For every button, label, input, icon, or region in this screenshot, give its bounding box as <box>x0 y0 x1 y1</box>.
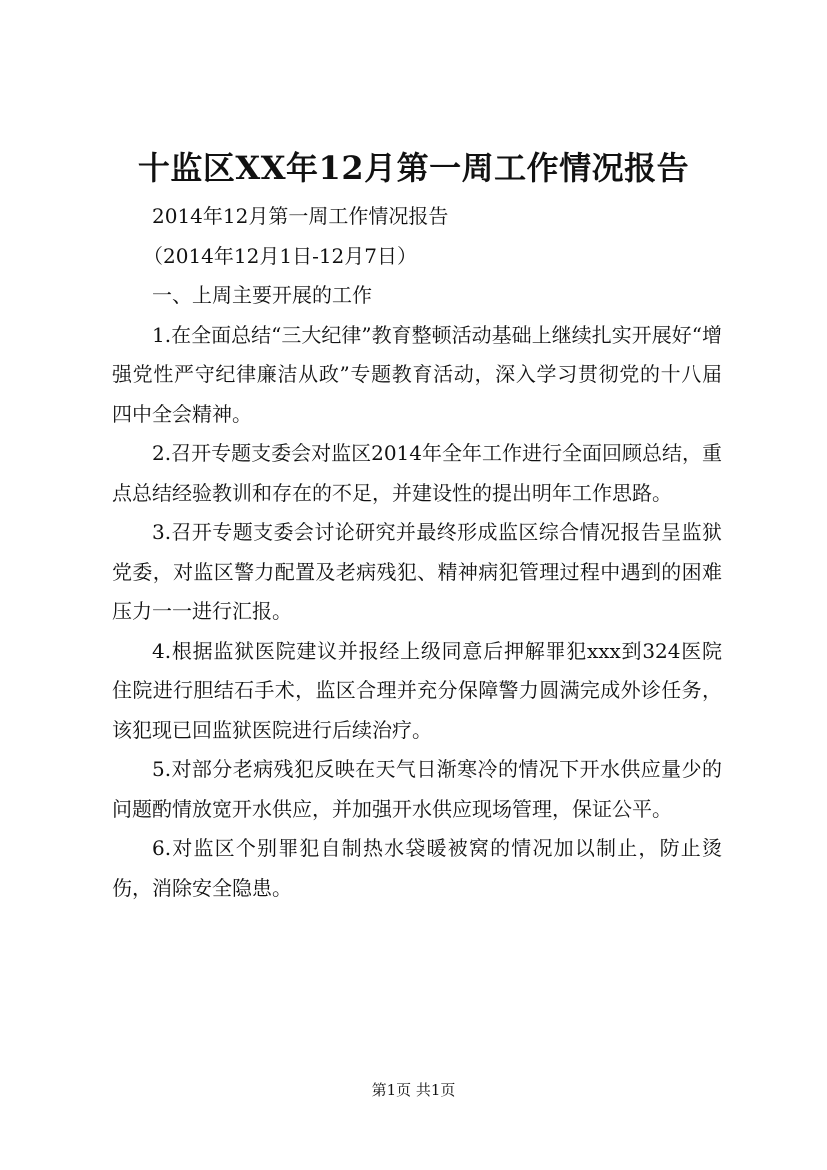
paragraph-2: 2.召开专题支委会对监区2014年全年工作进行全面回顾总结，重点总结经验教训和存在的不足，并建设性的提出明年工作思路。 <box>112 441 722 505</box>
report-subtitle: 2014年12月第一周工作情况报告 <box>152 204 449 228</box>
report-date-range: （2014年12月1日-12月7日） <box>143 243 418 268</box>
paragraph-6: 6.对监区个别罪犯自制热水袋暖被窝的情况加以制止，防止烫伤，消除安全隐患。 <box>112 836 722 900</box>
paragraph-1: 1.在全面总结“三大纪律”教育整顿活动基础上继续扎实开展好“增强党性严守纪律廉洁从政”专题教育活动，深入学习贯彻党的十八届四中全会精神。 <box>112 322 722 426</box>
paragraph-4: 4.根据监狱医院建议并报经上级同意后押解罪犯xxx到324医院住院进行胆结石手术，监区合理并充分保障警力圆满完成外诊任务，该犯现已回监狱医院进行后续治疗。 <box>112 638 722 742</box>
document-title: 十监区XX年12月第一周工作情况报告 <box>137 149 690 187</box>
paragraph-3: 3.召开专题支委会讨论研究并最终形成监区综合情况报告呈监狱党委，对监区警力配置及老病残犯、精神病犯管理过程中遇到的困难压力一一进行汇报。 <box>112 520 722 623</box>
paragraph-5: 5.对部分老病残犯反映在天气日渐寒冷的情况下开水供应量少的问题酌情放宽开水供应，并加强开水供应现场管理，保证公平。 <box>112 757 722 821</box>
page-footer: 第1页 共1页 <box>371 1081 456 1099</box>
section-heading: 一、上周主要开展的工作 <box>152 283 372 307</box>
document-body <box>112 197 722 908</box>
